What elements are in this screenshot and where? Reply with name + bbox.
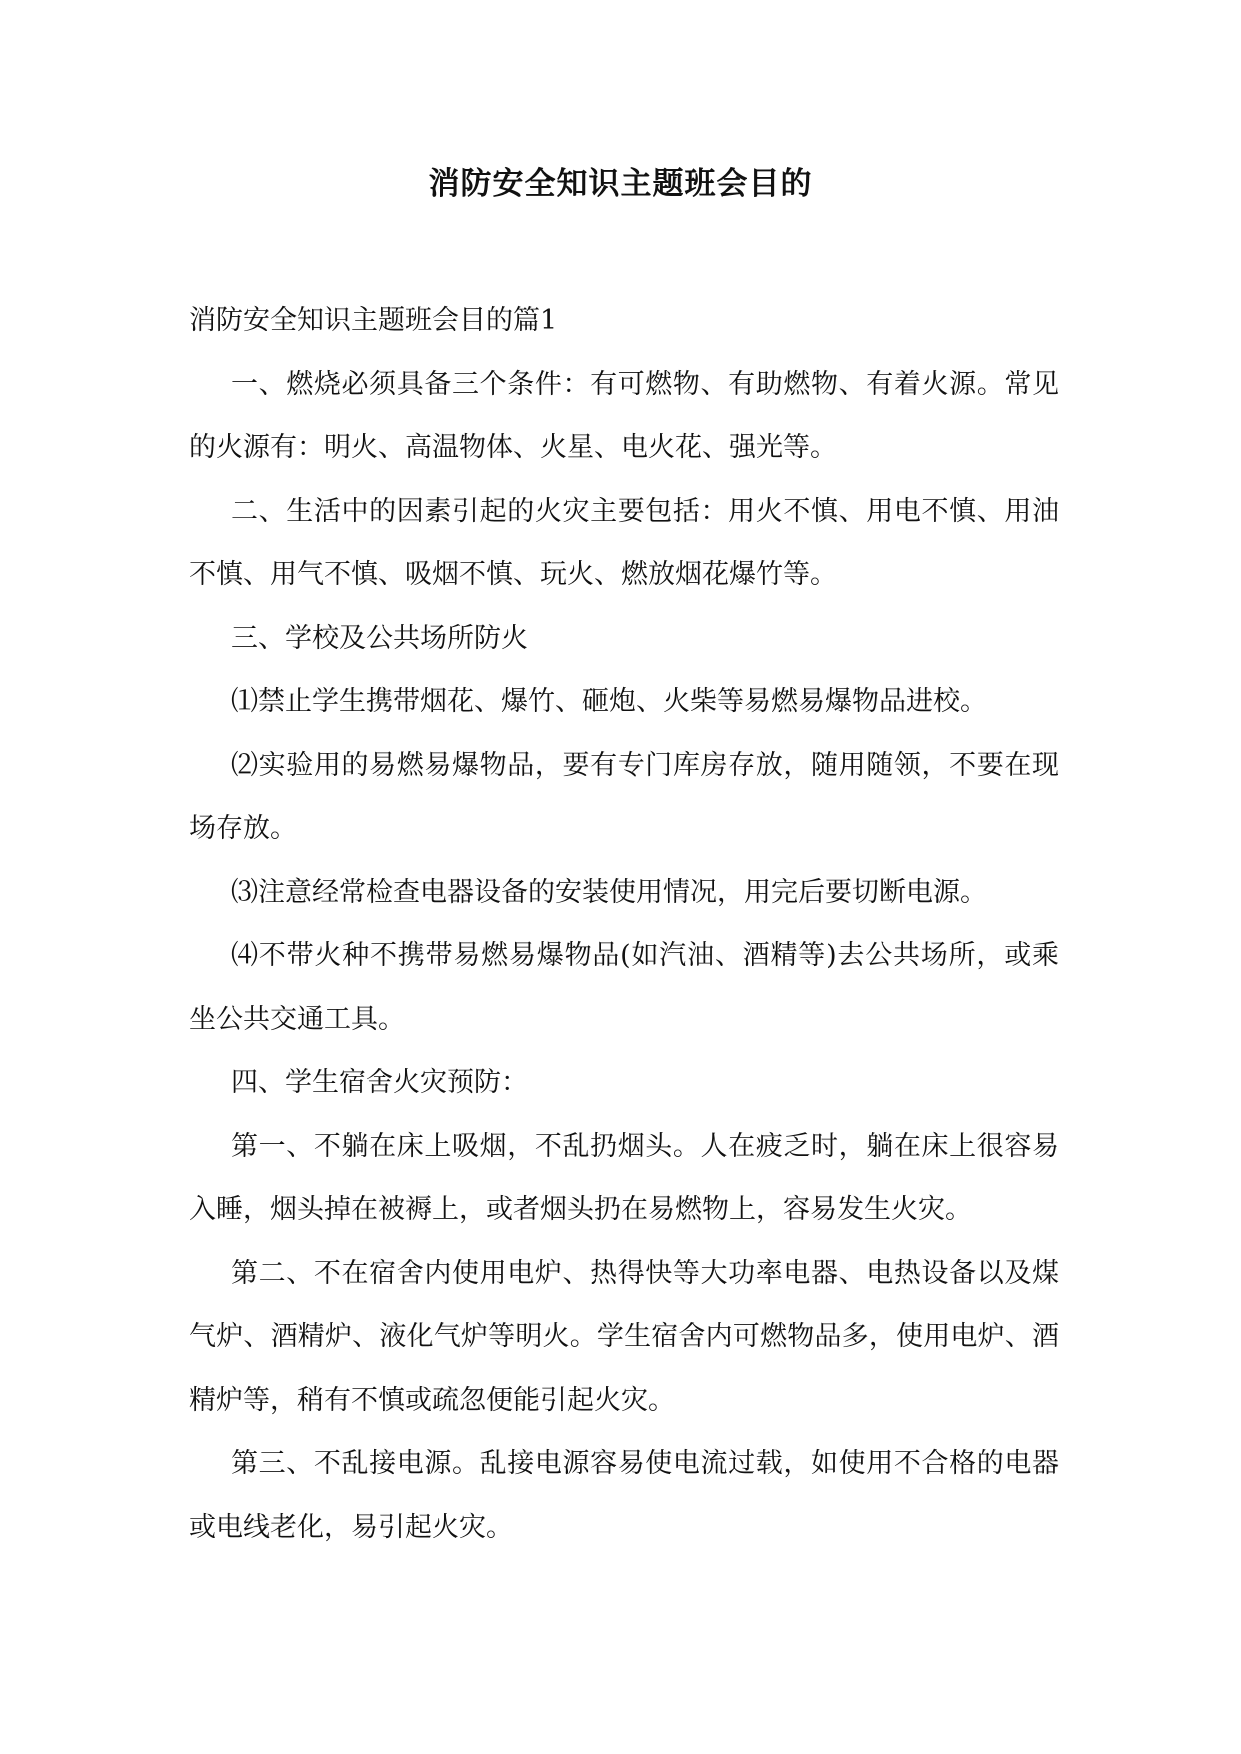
document-title: 消防安全知识主题班会目的 <box>428 166 813 202</box>
paragraph: ⑴禁止学生携带烟花、爆竹、砸炮、火柴等易燃易爆物品进校。 <box>231 686 987 717</box>
paragraph: 四、学生宿舍火灾预防： <box>231 1067 528 1098</box>
paragraph: 三、学校及公共场所防火 <box>231 622 528 654</box>
paragraph: ⑶注意经常检查电器设备的安装使用情况，用完后要切断电源。 <box>231 876 987 908</box>
paragraph: ⑷不带火种不携带易燃易爆物品(如汽油、酒精等)去公共场所，或乘坐公共交通工具。 <box>189 940 1059 1035</box>
paragraph: 第一、不躺在床上吸烟，不乱扔烟头。人在疲乏时，躺在床上很容易入睡，烟头掉在被褥上，或者烟头扔在易燃物上，容易发生火灾。 <box>189 1130 1059 1225</box>
paragraph: 第三、不乱接电源。乱接电源容易使电流过载，如使用不合格的电器或电线老化，易引起火灾。 <box>189 1448 1059 1543</box>
document-body <box>189 289 1059 1559</box>
section-heading: 消防安全知识主题班会目的篇1 <box>189 305 558 336</box>
paragraph: 第二、不在宿舍内使用电炉、热得快等大功率电器、电热设备以及煤气炉、酒精炉、液化气炉等明火。学生宿舍内可燃物品多，使用电炉、酒精炉等，稍有不慎或疏忽便能引起火灾。 <box>189 1257 1059 1416</box>
paragraph: 一、燃烧必须具备三个条件：有可燃物、有助燃物、有着火源。常见的火源有：明火、高温物体、火星、电火花、强光等。 <box>189 368 1059 463</box>
paragraph: ⑵实验用的易燃易爆物品，要有专门库房存放，随用随领，不要在现场存放。 <box>189 749 1059 844</box>
paragraph: 二、生活中的因素引起的火灾主要包括：用火不慎、用电不慎、用油不慎、用气不慎、吸烟不慎、玩火、燃放烟花爆竹等。 <box>189 495 1059 590</box>
